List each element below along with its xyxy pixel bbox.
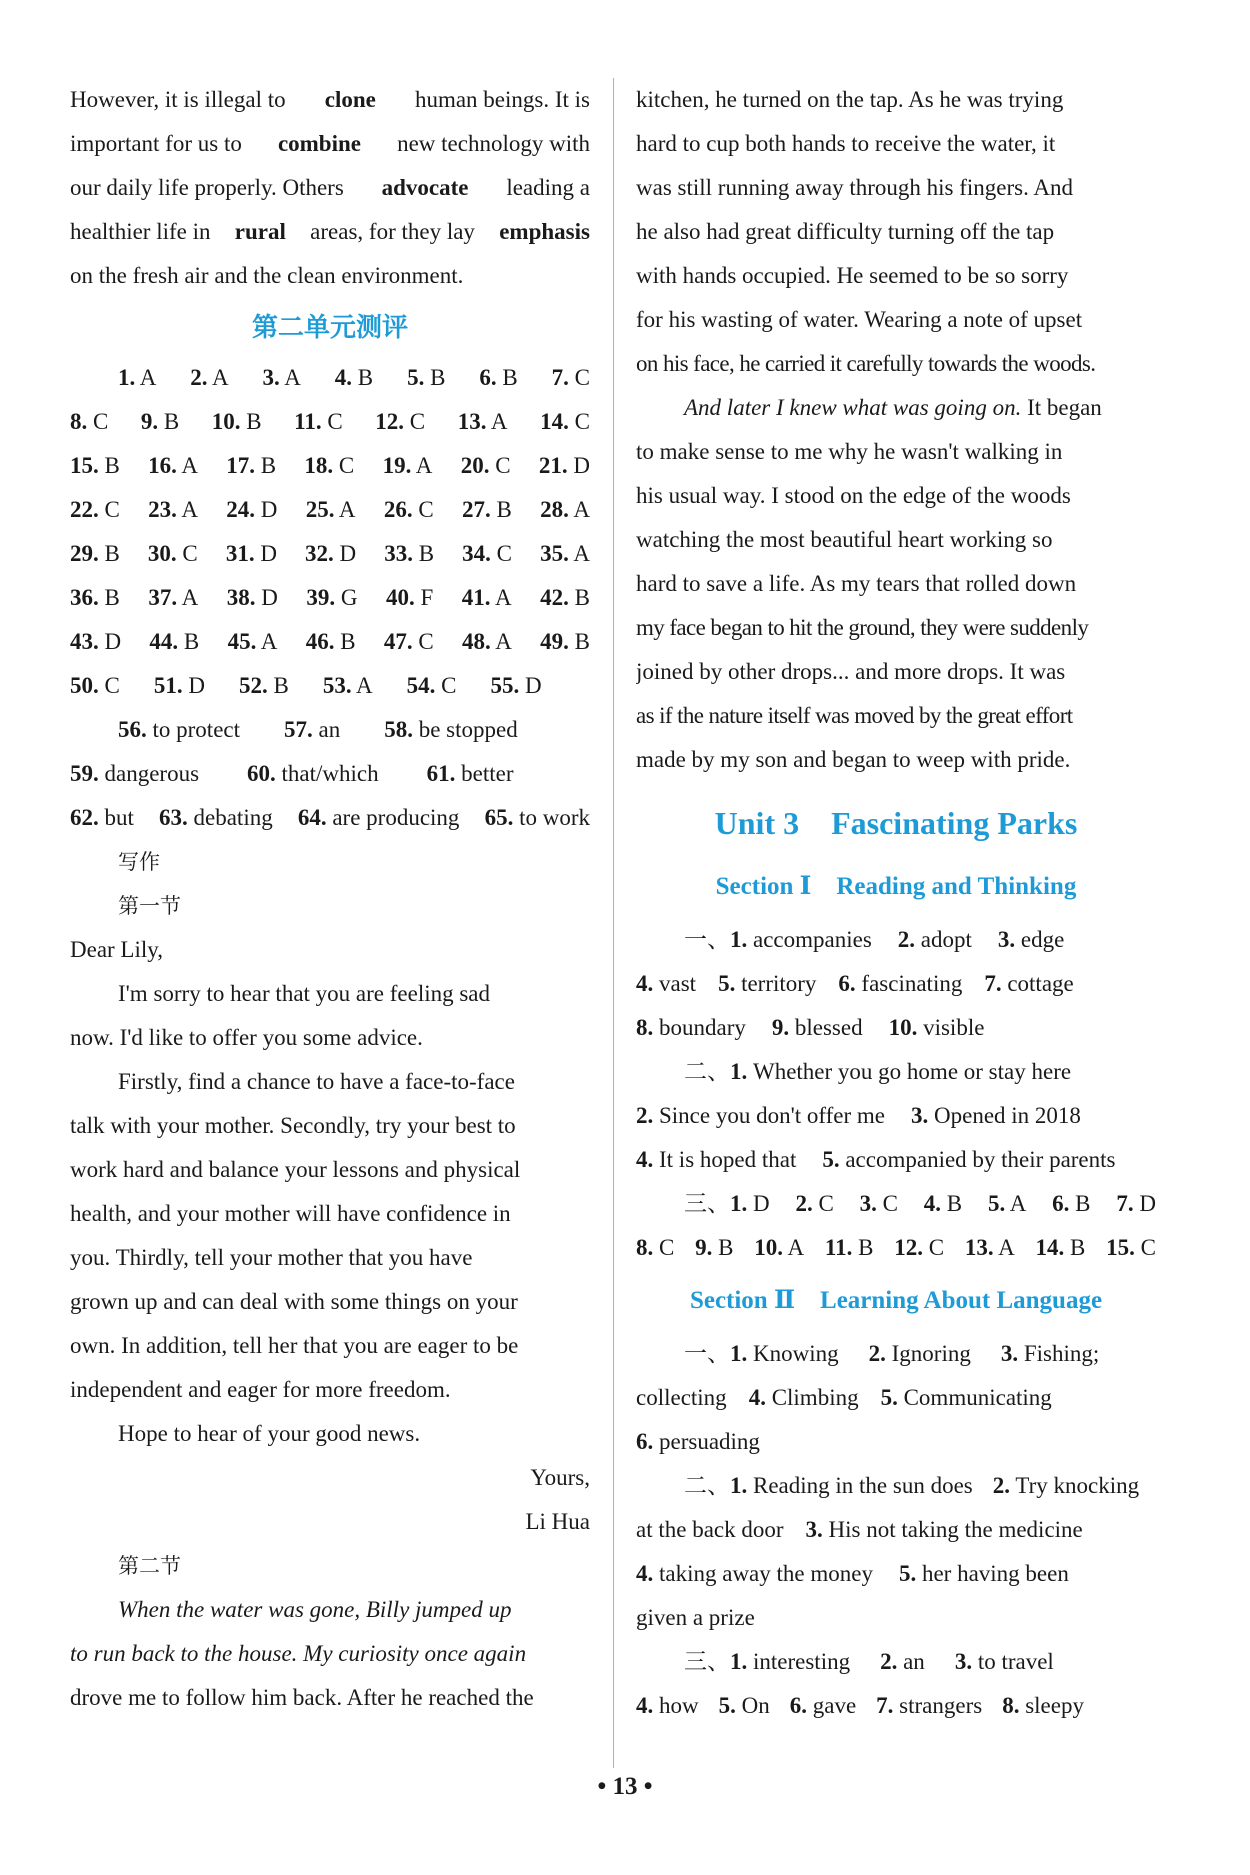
text-line: Firstly, find a chance to have a face-to-face [118,1069,515,1094]
answer-row: 59. dangerous 60. that/which 61. better [70,761,514,786]
left-column [70,78,590,1720]
answer-row: 62. but 63. debating 64. are producing 65. to work [70,805,590,830]
text-line: I'm sorry to hear that you are feeling sad [118,981,491,1006]
text-line: my face began to hit the ground, they were suddenly [636,615,1089,640]
text-line: you. Thirdly, tell your mother that you have [70,1245,473,1270]
answer-row: 22. C 23. A 24. D 25. A 26. C 27. B 28. A [70,497,590,522]
text-line: for his wasting of water. Wearing a note of upset [636,307,1083,332]
answer-row: 4. vast 5. territory 6. fascinating 7. cottage [636,971,1074,996]
answer-row: 4. taking away the money 5. her having been [636,1561,1069,1586]
text-line: joined by other drops... and more drops. It was [636,659,1066,684]
answer-row: 43. D 44. B 45. A 46. B 47. C 48. A 49. B [70,629,590,654]
text-line: hard to cup both hands to receive the water, it [636,131,1056,156]
text-line: grown up and can deal with some things on your [70,1289,518,1314]
answer-row: 4. how 5. On 6. gave 7. strangers 8. sleepy [636,1693,1084,1718]
answer-row: 8. C 9. B 10. A 11. B 12. C 13. A 14. B 15. C [636,1235,1156,1260]
text-line: kitchen, he turned on the tap. As he was trying [636,87,1064,112]
text-line: as if the nature itself was moved by the great effort [636,703,1073,728]
text-line: drove me to follow him back. After he reached the [70,1685,534,1710]
unit-heading: Unit 3 Fascinating Parks [714,805,1078,841]
fill-answers [70,708,590,840]
letter [70,928,590,1544]
answer-row: 50. C 51. D 52. B 53. A 54. C 55. D [70,673,542,698]
letter-signature: Li Hua [525,1509,590,1534]
answer-row: 4. It is hoped that 5. accompanied by their parents [636,1147,1116,1172]
answer-row: 二、1. Whether you go home or stay here [684,1059,1072,1084]
answer-row: 8. boundary 9. blessed 10. visible [636,1015,985,1040]
section-heading: Section Ⅰ Reading and Thinking [715,873,1077,900]
text-line: talk with your mother. Secondly, try your best to [70,1113,516,1138]
letter-closing: Yours, [530,1465,590,1490]
text-line: on his face, he carried it carefully towards the woods. [636,351,1096,376]
answer-row: collecting 4. Climbing 5. Communicating [636,1385,1052,1410]
answer-row: 三、1. interesting 2. an 3. to travel [684,1649,1054,1674]
text-line: However, it is illegal to clone human beings. It is [70,87,590,112]
answer-row: 1. A 2. A 3. A 4. B 5. B 6. B 7. C [118,365,590,390]
text-line: hard to save a life. As my tears that rolled down [636,571,1077,596]
text-line: to make sense to me why he wasn't walking in [636,439,1063,464]
column-divider [613,78,614,1768]
text-line: now. I'd like to offer you some advice. [70,1025,423,1050]
answer-row: 56. to protect 57. an 58. be stopped [118,717,518,742]
answer-row: 一、1. Knowing 2. Ignoring 3. Fishing; [684,1341,1100,1366]
text-line: health, and your mother will have confidence in [70,1201,511,1226]
answer-grid [70,356,590,708]
section-label: 第一节 [118,894,181,918]
text-line: was still running away through his fingers. And [636,175,1073,200]
section-heading: Section Ⅱ Learning About Language [689,1287,1103,1314]
letter-greeting: Dear Lily, [70,937,164,962]
text-line: Hope to hear of your good news. [118,1421,421,1446]
answer-row: 一、1. accompanies 2. adopt 3. edge [684,927,1065,952]
page-number: • 13 • [597,1773,653,1800]
text-line: healthier life in rural areas, for they lay emphasis [70,219,590,244]
text-line: our daily life properly. Others advocate leading a [70,175,590,200]
text-line: made by my son and began to weep with pride. [636,747,1071,772]
section-label: 第二节 [118,1554,181,1578]
text-line: independent and eager for more freedom. [70,1377,451,1402]
answer-row: given a prize [636,1605,755,1630]
answer-row: 二、1. Reading in the sun does 2. Try knocking [684,1473,1140,1498]
text-line: to run back to the house. My curiosity once again [70,1641,527,1666]
text-line: When the water was gone, Billy jumped up [118,1597,512,1622]
writing-label: 写作 [118,850,160,874]
text-line: watching the most beautiful heart working so [636,527,1053,552]
text-line: he also had great difficulty turning off the tap [636,219,1055,244]
text-line: important for us to combine new technology with [70,131,590,156]
answer-row: 6. persuading [636,1429,760,1454]
answer-row: 36. B 37. A 38. D 39. G 40. F 41. A 42. B [70,585,590,610]
text-line: own. In addition, tell her that you are eager to be [70,1333,519,1358]
text-line: on the fresh air and the clean environment. [70,263,464,288]
text-line: with hands occupied. He seemed to be so sorry [636,263,1069,288]
answer-row: 8. C 9. B 10. B 11. C 12. C 13. A 14. C [70,409,590,434]
answer-row: at the back door 3. His not taking the medicine [636,1517,1083,1542]
text-line: work hard and balance your lessons and physical [70,1157,521,1182]
answer-row: 2. Since you don't offer me 3. Opened in 2018 [636,1103,1081,1128]
answer-row: 三、1. D 2. C 3. C 4. B 5. A 6. B 7. D [684,1191,1156,1216]
text-line: his usual way. I stood on the edge of the woods [636,483,1071,508]
unit-test-heading: 第二单元测评 [251,312,408,342]
answer-row: 15. B 16. A 17. B 18. C 19. A 20. C 21. D [70,453,590,478]
answer-row: 29. B 30. C 31. D 32. D 33. B 34. C 35. A [70,541,590,566]
right-column [636,78,1156,1728]
text-line: And later I knew what was going on. It began [684,395,1102,420]
